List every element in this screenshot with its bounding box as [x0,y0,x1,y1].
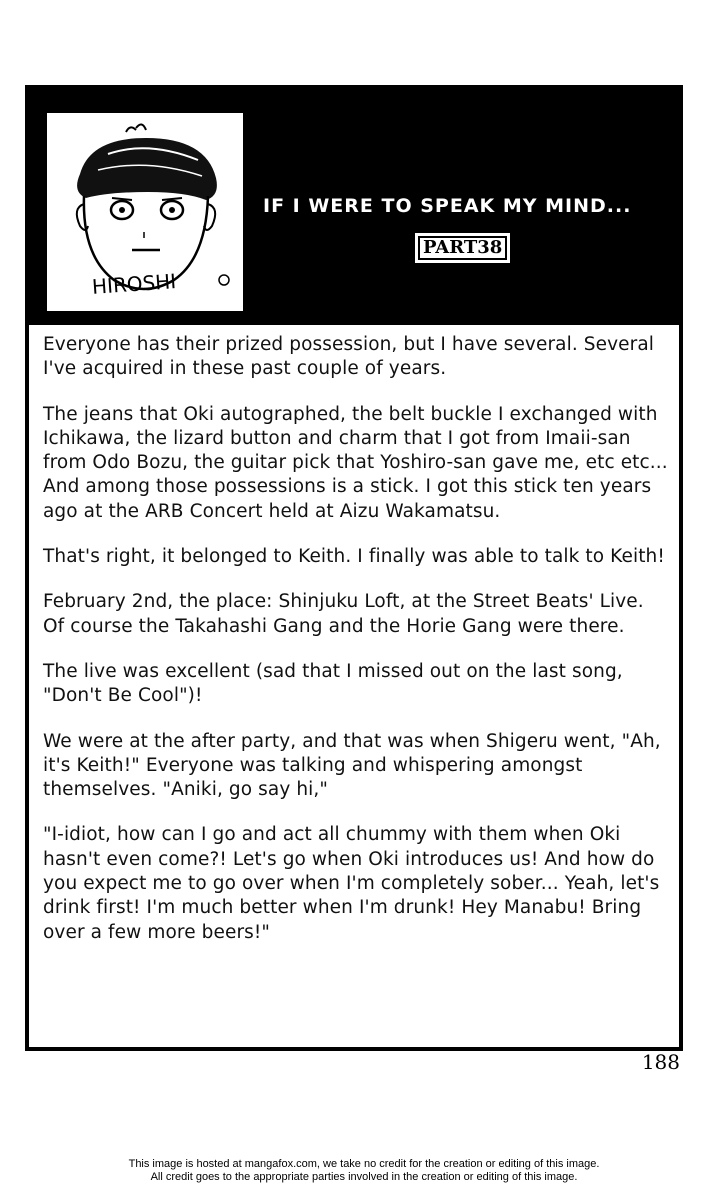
paragraph: February 2nd, the place: Shinjuku Loft, at the Street Beats' Live. Of course the Takahashi Gang and the Horie Gang were there. [43,591,644,637]
paragraph: The jeans that Oki autographed, the belt buckle I exchanged with Ichikawa, the lizard button and charm that I got from Imaii-san from Odo Bozu, the guitar pick that Yoshiro-san gave me, etc etc... And among those possessions is a stick. I got this stick ten years ago at the ARB Concert held at Aizu Wakamatsu. [43,403,668,522]
paragraph: Everyone has their prized possession, but I have several. Several I've acquired in these past couple of years. [43,334,655,380]
portrait-signature: HIROSHI [91,269,177,299]
paragraph: "I-idiot, how can I go and act all chummy with them when Oki hasn't even come?! Let's go when Oki introduces us! And how do you expect me to go over when I'm completely sober... Yeah, let's drink first! I'm much better when I'm drunk! Hey Manabu! Bring over a few more beers!" [43,824,660,943]
part-label: PART38 [415,233,510,263]
essay-frame [25,85,683,1051]
page-number: 188 [641,1050,680,1074]
essay-body [29,325,679,1047]
essay-title: IF I WERE TO SPEAK MY MIND... [263,195,632,217]
paragraph: We were at the after party, and that was when Shigeru went, "Ah, it's Keith!" Everyone was talking and whispering amongst themselves. "Aniki, go say hi," [43,730,661,801]
paragraph: The live was excellent (sad that I missed out on the last song, "Don't Be Cool")! [43,660,623,707]
hosting-credit-line-2: All credit goes to the appropriate parties involved in the creation or editing of this image. [150,1171,578,1183]
paragraph: That's right, it belonged to Keith. I finally was able to talk to Keith! [43,546,665,568]
hosting-credit-line-1: This image is hosted at mangafox.com, we take no credit for the creation or editing of this image. [128,1158,600,1170]
author-portrait [47,113,243,311]
essay-header [25,85,683,325]
hiroshi-portrait-drawing [48,114,242,310]
